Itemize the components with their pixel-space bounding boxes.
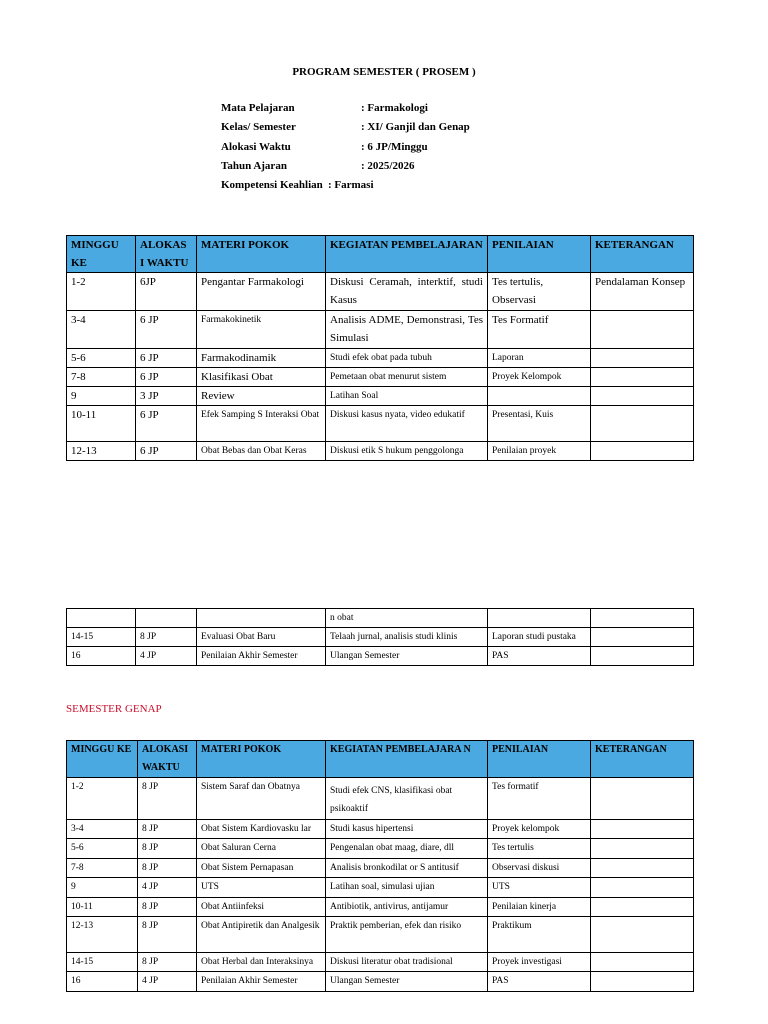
cell-topic: Farmakodinamik [197,349,326,368]
cell-assessment: PAS [488,972,591,991]
column-header: MINGGU KE [67,741,138,778]
schedule-table-ganjil-continued [66,608,694,666]
cell-activity: Studi efek CNS, klasifikasi obat psikoaktif [326,778,488,820]
cell-note [591,897,694,916]
table-row [67,972,694,991]
cell-week: 16 [67,972,138,991]
cell-note [591,858,694,877]
cell-topic: Obat Saluran Cerna [197,839,326,858]
cell-topic: Pengantar Farmakologi [197,273,326,311]
cell-assessment: Laporan studi pustaka [488,628,591,647]
cell-time: 6 JP [136,442,197,461]
cell-note: Pendalaman Konsep [591,273,694,311]
cell-note [591,647,694,666]
cell-note [591,917,694,953]
cell-activity: Diskusi kasus nyata, video edukatif [326,406,488,442]
column-header: MINGGU KE [67,236,136,273]
cell-activity: Ulangan Semester [326,647,488,666]
cell-week: 16 [67,647,136,666]
table-header-row [67,236,694,273]
cell-week: 7-8 [67,368,136,387]
table-row [67,273,694,311]
cell-note [591,387,694,406]
cell-time: 4 JP [138,972,197,991]
cell-activity: Telaah jurnal, analisis studi klinis [326,628,488,647]
cell-week: 5-6 [67,349,136,368]
cell-time: 4 JP [138,878,197,897]
cell-assessment: Penilaian kinerja [488,897,591,916]
column-header: KEGIATAN PEMBELAJARA N [326,741,488,778]
info-value: : XI/ Ganjil dan Genap [361,121,470,134]
cell-assessment: PAS [488,647,591,666]
cell-assessment: Laporan [488,349,591,368]
table-row [67,897,694,916]
cell-assessment: UTS [488,878,591,897]
cell-time: 8 JP [138,820,197,839]
cell-note [591,406,694,442]
cell-time: 6 JP [136,406,197,442]
cell-activity: Diskusi etik S hukum penggolonga [326,442,488,461]
table-row [67,953,694,972]
cell-week: 9 [67,878,138,897]
cell-topic: Farmakokinetik [197,311,326,349]
cell-note [591,820,694,839]
cell-week: 12-13 [67,917,138,953]
column-header: ALOKAS I WAKTU [136,236,197,273]
table-row [67,368,694,387]
cell-topic: UTS [197,878,326,897]
info-value: : Farmasi [328,179,374,192]
cell-activity: Pengenalan obat maag, diare, dll [326,839,488,858]
cell-note [591,953,694,972]
cell-assessment [488,387,591,406]
cell-activity: Latihan Soal [326,387,488,406]
cell-activity: Latihan soal, simulasi ujian [326,878,488,897]
table-row [67,647,694,666]
info-label: Tahun Ajaran [221,159,287,172]
cell-assessment: Observasi diskusi [488,858,591,877]
cell-topic: Sistem Saraf dan Obatnya [197,778,326,820]
cell-note [591,442,694,461]
cell-activity: Diskusi Ceramah, interktif, studi Kasus [326,273,488,311]
cell-time: 8 JP [138,778,197,820]
cell-topic: Klasifikasi Obat [197,368,326,387]
column-header: ALOKASI WAKTU [138,741,197,778]
cell-note [591,778,694,820]
info-label: Alokasi Waktu [221,140,291,153]
cell-topic: Penilaian Akhir Semester [197,647,326,666]
cell-topic: Penilaian Akhir Semester [197,972,326,991]
cell-assessment: Proyek Kelompok [488,368,591,387]
page-title: PROGRAM SEMESTER ( PROSEM ) [292,66,476,78]
cell-activity: Analisis bronkodilat or S antitusif [326,858,488,877]
cell-note [591,368,694,387]
cell-time: 6 JP [136,311,197,349]
cell-assessment: Proyek kelompok [488,820,591,839]
cell-assessment: Tes formatif [488,778,591,820]
table-row [67,858,694,877]
cell-time: 8 JP [138,917,197,953]
cell-time: 8 JP [138,839,197,858]
cell-week: 9 [67,387,136,406]
cell-topic: Obat Antiinfeksi [197,897,326,916]
table-row [67,820,694,839]
cell-time: 3 JP [136,387,197,406]
table-row [67,311,694,349]
column-header: KETERANGAN [591,741,694,778]
cell-note [591,609,694,628]
cell-week: 1-2 [67,273,136,311]
cell-activity: Studi efek obat pada tubuh [326,349,488,368]
table-header-row [67,741,694,778]
cell-activity: Praktik pemberian, efek dan risiko [326,917,488,953]
table-row [67,387,694,406]
info-value: : Farmakologi [361,102,428,114]
cell-week: 7-8 [67,858,138,877]
cell-activity: Ulangan Semester [326,972,488,991]
cell-topic [197,609,326,628]
cell-note [591,628,694,647]
cell-week: 10-11 [67,406,136,442]
column-header: MATERI POKOK [197,741,326,778]
table-row [67,778,694,820]
cell-note [591,839,694,858]
cell-activity: Pemetaan obat menurut sistem [326,368,488,387]
schedule-table-genap [66,740,694,992]
column-header: KEGIATAN PEMBELAJARAN [326,236,488,273]
cell-activity: n obat [326,609,488,628]
cell-assessment: Proyek investigasi [488,953,591,972]
cell-note [591,878,694,897]
cell-topic: Obat Antipiretik dan Analgesik [197,917,326,953]
cell-time: 8 JP [136,628,197,647]
cell-week: 14-15 [67,953,138,972]
info-label: Kompetensi Keahlian [221,179,323,192]
semester-genap-heading: SEMESTER GENAP [66,703,162,715]
cell-topic: Obat Herbal dan Interaksinya [197,953,326,972]
cell-note [591,972,694,991]
table-row [67,917,694,953]
cell-time: 6JP [136,273,197,311]
info-label: Kelas/ Semester [221,121,296,134]
cell-week [67,609,136,628]
cell-time: 8 JP [138,953,197,972]
cell-time: 8 JP [138,897,197,916]
cell-topic: Obat Bebas dan Obat Keras [197,442,326,461]
table-row [67,349,694,368]
cell-activity: Studi kasus hipertensi [326,820,488,839]
table-row [67,839,694,858]
cell-week: 3-4 [67,311,136,349]
cell-assessment: Tes tertulis [488,839,591,858]
cell-week: 10-11 [67,897,138,916]
cell-week: 1-2 [67,778,138,820]
cell-assessment: Tes Formatif [488,311,591,349]
cell-week: 12-13 [67,442,136,461]
cell-note [591,311,694,349]
cell-topic: Efek Samping S Interaksi Obat [197,406,326,442]
cell-time: 4 JP [136,647,197,666]
info-value: : 2025/2026 [361,159,415,172]
cell-week: 5-6 [67,839,138,858]
info-label: Mata Pelajaran [221,102,295,114]
cell-topic: Obat Sistem Pernapasan [197,858,326,877]
info-value: : 6 JP/Minggu [361,140,428,153]
table-row [67,442,694,461]
cell-topic: Evaluasi Obat Baru [197,628,326,647]
table-row [67,406,694,442]
cell-topic: Review [197,387,326,406]
cell-note [591,349,694,368]
column-header: PENILAIAN [488,741,591,778]
cell-assessment [488,609,591,628]
cell-assessment: Praktikum [488,917,591,953]
cell-time [136,609,197,628]
cell-activity: Analisis ADME, Demonstrasi, Tes Simulasi [326,311,488,349]
cell-activity: Antibiotik, antivirus, antijamur [326,897,488,916]
cell-topic: Obat Sistem Kardiovasku lar [197,820,326,839]
column-header: KETERANGAN [591,236,694,273]
schedule-table-ganjil [66,235,694,461]
cell-time: 8 JP [138,858,197,877]
column-header: MATERI POKOK [197,236,326,273]
table-row [67,628,694,647]
table-row [67,878,694,897]
cell-week: 14-15 [67,628,136,647]
cell-week: 3-4 [67,820,138,839]
table-row [67,609,694,628]
cell-assessment: Penilaian proyek [488,442,591,461]
cell-time: 6 JP [136,349,197,368]
column-header: PENILAIAN [488,236,591,273]
cell-assessment: Presentasi, Kuis [488,406,591,442]
cell-assessment: Tes tertulis, Observasi [488,273,591,311]
cell-activity: Diskusi literatur obat tradisional [326,953,488,972]
cell-time: 6 JP [136,368,197,387]
